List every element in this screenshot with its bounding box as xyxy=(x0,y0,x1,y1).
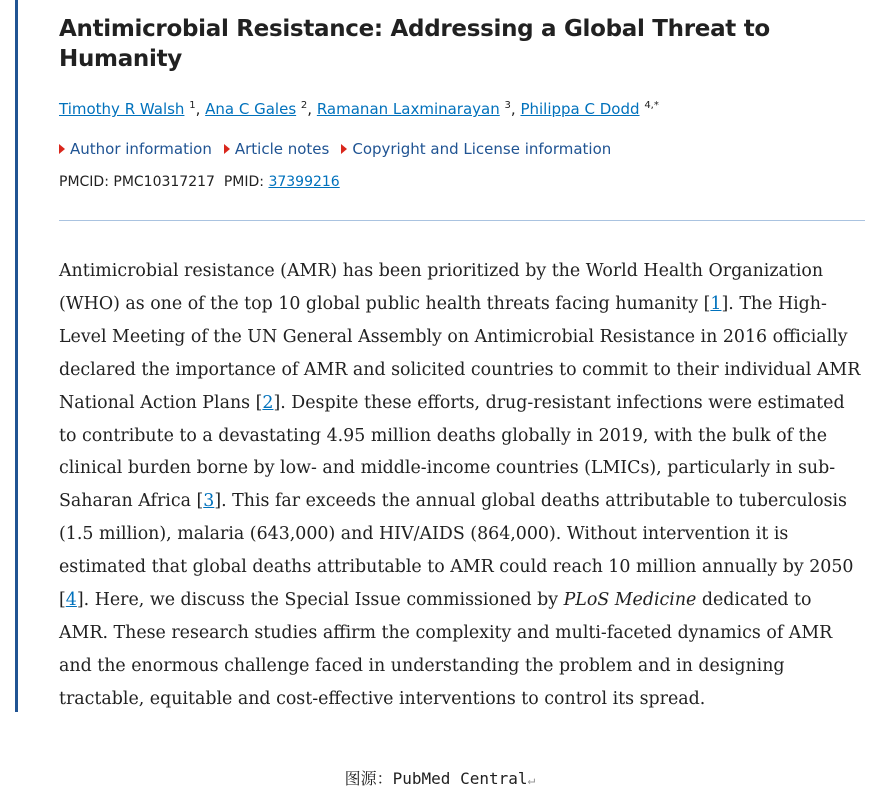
author-link-laxminarayan[interactable]: Ramanan Laxminarayan xyxy=(316,100,500,118)
article-title: Antimicrobial Resistance: Addressing a Global Threat to Humanity xyxy=(59,16,770,72)
article-ids xyxy=(59,172,869,192)
reference-link-4[interactable]: 4 xyxy=(65,590,77,611)
author-link-walsh[interactable]: Timothy R Walsh xyxy=(59,100,185,118)
pmcid: PMCID: PMC10317217 xyxy=(59,174,215,190)
copyright-license-toggle[interactable] xyxy=(341,139,611,159)
body-text-5: ]. Here, we discuss the Special Issue commissioned by xyxy=(76,590,564,611)
abstract-paragraph xyxy=(59,255,865,716)
body-text-1: Antimicrobial resistance (AMR) has been prioritized by the World Health Organization (WHO) as one of the top 10 global public health threats facing humanity [ xyxy=(59,261,824,314)
reference-link-1[interactable]: 1 xyxy=(710,293,722,314)
body-text-2: ]. The High-Level Meeting of the UN General Assembly on Antimicrobial Resistance in 2016 officially declared the importance of AMR and solicited countries to commit to their individual AMR National Action Plans [ xyxy=(59,293,861,413)
caption-text: 图源：PubMed Central xyxy=(344,769,528,788)
author-affiliation: 4,* xyxy=(644,100,659,111)
article-notes-label: Article notes xyxy=(234,140,330,158)
image-source-caption xyxy=(0,766,880,789)
triangle-right-icon xyxy=(59,144,65,154)
return-mark-icon: ↵ xyxy=(527,773,536,788)
journal-name: PLoS Medicine xyxy=(563,590,697,611)
pmid-label: PMID: xyxy=(223,174,264,190)
author-information-toggle[interactable] xyxy=(59,139,212,159)
body-text-4: ]. This far exceeds the annual global deaths attributable to tuberculosis (1.5 million), malaria (643,000) and HIV/AIDS (864,000). Without intervention it is estimated that global deaths attributable to AMR could reach 10 million annually by 2050 [ xyxy=(59,491,854,611)
author-link-gales[interactable]: Ana C Gales xyxy=(205,100,297,118)
article xyxy=(59,0,869,733)
body-text-3: ]. Despite these efforts, drug-resistant infections were estimated to contribute to a devastating 4.95 million deaths globally in 2019, with the bulk of the clinical burden borne by low- and middle-income countries (LMICs), particularly in sub-Saharan Africa [ xyxy=(59,392,845,512)
article-meta-links xyxy=(59,139,869,159)
reference-link-2[interactable]: 2 xyxy=(262,392,274,413)
pmid-link[interactable]: 37399216 xyxy=(268,174,340,190)
triangle-right-icon xyxy=(224,144,230,154)
section-divider xyxy=(59,220,865,221)
author-list: Timothy R Walsh $^1$, Ana C Gales $^2$, Ramanan Laxminarayan $^3$, Philippa C Dodd $^{4,*}$ xyxy=(59,100,659,118)
body-text-6: dedicated to AMR. These research studies affirm the complexity and multi-faceted dynamics of AMR and the enormous challenge faced in understanding the problem and in designing tractable, equitable and cost-effective interventions to control its spread. xyxy=(59,590,833,709)
author-affiliation: 3 xyxy=(504,100,511,111)
author-link-dodd[interactable]: Philippa C Dodd xyxy=(520,100,640,118)
author-affiliation: 1 xyxy=(189,100,196,111)
triangle-right-icon xyxy=(341,144,347,154)
article-notes-toggle[interactable] xyxy=(224,139,330,159)
author-affiliation: 2 xyxy=(300,100,308,111)
copyright-license-label: Copyright and License information xyxy=(352,140,612,158)
reference-link-3[interactable]: 3 xyxy=(203,491,215,512)
author-information-label: Author information xyxy=(70,140,212,158)
left-accent-bar xyxy=(15,0,18,712)
